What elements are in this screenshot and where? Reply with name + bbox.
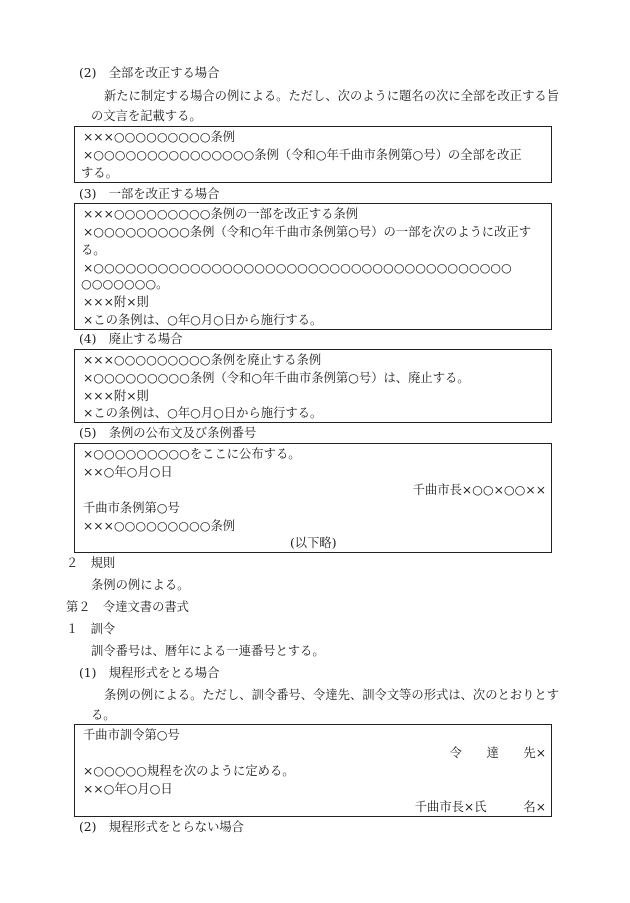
recipient-line: 令 達 先× [449,746,546,760]
box-line: ×この条例は、○年○月○日から施行する。 [83,313,323,327]
box-line: る。 [81,243,106,257]
section-body: の文言を記載する。 [91,109,202,123]
box-line: 千曲市条例第○号 [83,501,180,515]
section-body: 条例の例による。ただし、訓令番号、令達先、訓令文等の形式は、次のとおりとす [104,688,559,702]
box-line: ×××○○○○○○○○○条例の一部を改正する条例 [83,207,359,221]
section-heading-regulation-form: (1) 規程形式をとる場合 [79,666,220,680]
box-line: ×××○○○○○○○○○条例 [83,130,236,144]
box-line: する。 [81,166,118,180]
example-box-repeal [74,349,552,423]
example-box-promulgation [74,443,552,553]
omitted-note: (以下略) [290,536,337,550]
box-line: ××○年○月○日 [83,465,173,479]
section-heading-kunrei: １ 訓令 [66,622,116,636]
section-body: 新たに制定する場合の例による。ただし、次のように題名の次に全部を改正する旨 [104,89,559,103]
section-body: る。 [91,708,116,722]
box-line: ×○○○○○○○○○○○○○○○○○○○○○○○○○○○○○○○○○○○○○○○ [83,261,512,275]
box-line: ×××附×則 [83,389,149,403]
part-heading-directive-documents: 第２ 令達文書の書式 [66,600,189,614]
section-heading-full-revision: (2) 全部を改正する場合 [79,66,220,80]
box-line: ×この条例は、○年○月○日から施行する。 [83,406,323,420]
box-line: ×○○○○○○○○○○○○○○○条例（令和○年千曲市条例第○号）の全部を改正 [83,148,522,162]
box-line: ○○○○○○○。 [81,277,169,291]
box-line: ××○年○月○日 [83,782,173,796]
example-box-partial-revision [74,203,552,330]
box-line: ×○○○○○規程を次のように定める。 [83,764,295,778]
box-line: ×××附×則 [83,295,149,309]
box-line: ×○○○○○○○○○条例（令和○年千曲市条例第○号）の一部を次のように改正す [83,225,532,239]
box-line: ×××○○○○○○○○○条例を廃止する条例 [83,353,322,367]
example-box-kunrei [74,724,552,817]
box-line: 千曲市訓令第○号 [83,728,180,742]
section-heading-rules: ２ 規則 [66,556,116,570]
section-heading-non-regulation-form: (2) 規程形式をとらない場合 [79,820,244,834]
section-body: 条例の例による。 [91,578,190,592]
section-heading-repeal: (4) 廃止する場合 [79,332,183,346]
section-body: 訓令番号は、暦年による一連番号とする。 [91,644,325,658]
box-line: ×○○○○○○○○○をここに公布する。 [83,447,301,461]
mayor-signature-line: 千曲市長×○○×○○×× [412,483,546,497]
section-heading-promulgation: (5) 条例の公布文及び条例番号 [79,426,257,440]
mayor-signature-line: 千曲市長×氏 名× [414,800,546,814]
example-box-full-revision [74,126,552,183]
box-line: ×××○○○○○○○○○条例 [83,519,236,533]
box-line: ×○○○○○○○○○条例（令和○年千曲市条例第○号）は、廃止する。 [83,371,470,385]
section-heading-partial-revision: (3) 一部を改正する場合 [79,187,220,201]
